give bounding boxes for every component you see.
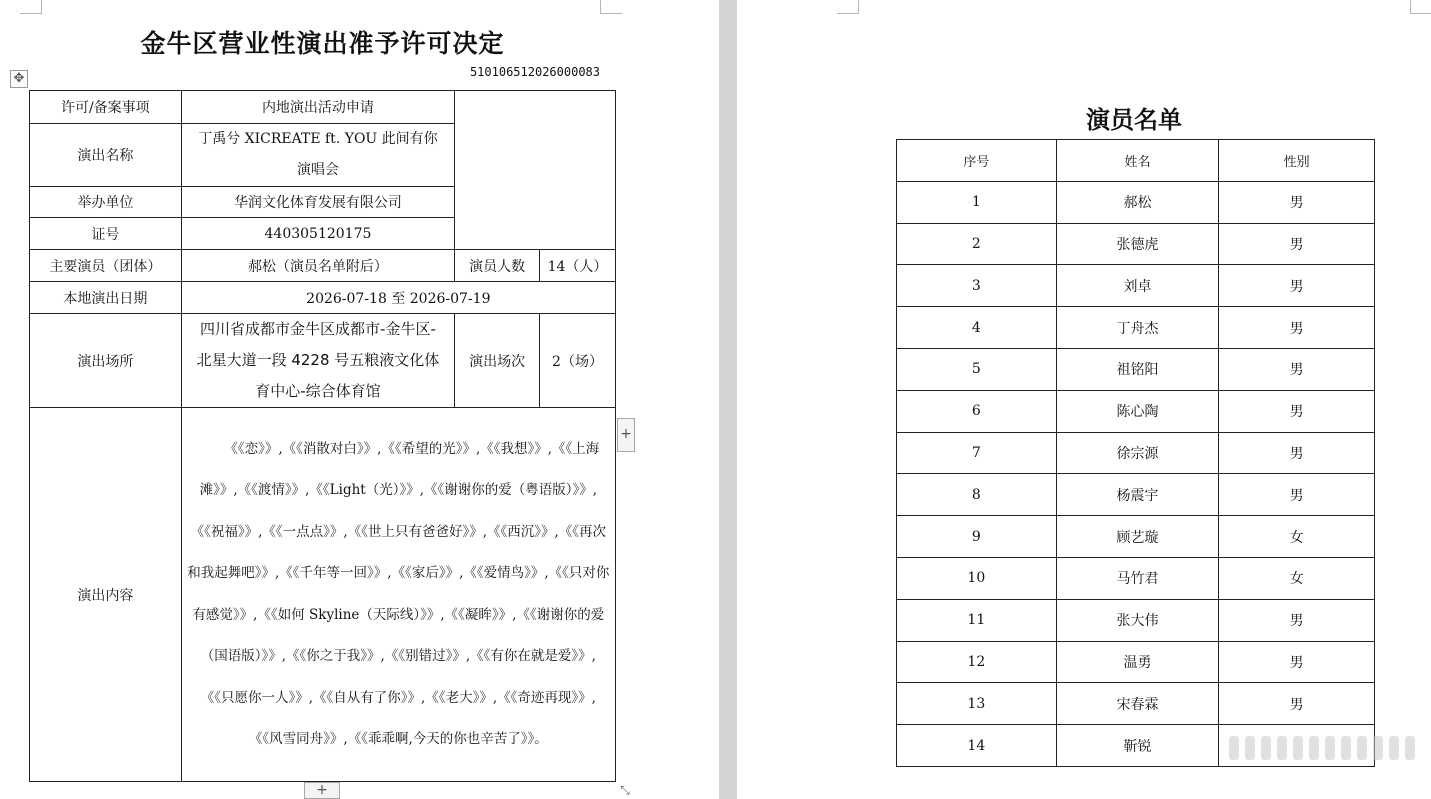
- table-row: [897, 599, 1375, 641]
- cell-name: 宋春霖: [1056, 683, 1219, 725]
- add-row-button[interactable]: +: [304, 782, 340, 799]
- watermark-bar: [1357, 736, 1367, 760]
- cell-index: 8: [897, 474, 1057, 516]
- table-row: [30, 408, 616, 782]
- main-performer-value: 郝松（演员名单附后）: [181, 250, 455, 282]
- cell-name: 张大伟: [1056, 599, 1219, 641]
- watermark-bar: [1229, 736, 1239, 760]
- crop-mark: [20, 0, 42, 14]
- watermark-bar: [1389, 736, 1399, 760]
- venue-label: 演出场所: [30, 314, 182, 408]
- permit-item-label: 许可/备案事项: [30, 91, 182, 124]
- watermark-bar: [1405, 736, 1415, 760]
- cell-gender: 女: [1219, 557, 1375, 599]
- permit-item-value: 内地演出活动申请: [181, 91, 455, 124]
- main-performer-label: 主要演员（团体）: [30, 250, 182, 282]
- performer-count-value: 14（人）: [540, 250, 616, 282]
- cell-index: 6: [897, 390, 1057, 432]
- permit-table: [29, 90, 616, 782]
- cell-name: 郝松: [1056, 181, 1219, 223]
- cell-index: 13: [897, 683, 1057, 725]
- cell-name: 靳锐: [1056, 725, 1219, 767]
- cell-index: 5: [897, 348, 1057, 390]
- column-header: 性别: [1219, 140, 1375, 182]
- table-row: [897, 432, 1375, 474]
- move-icon[interactable]: ✥: [10, 70, 28, 88]
- table-row: [897, 348, 1375, 390]
- watermark-bar: [1261, 736, 1271, 760]
- cell-index: 11: [897, 599, 1057, 641]
- table-row: [897, 265, 1375, 307]
- content-label: 演出内容: [30, 408, 182, 782]
- show-name-label: 演出名称: [30, 124, 182, 187]
- cell-gender: 男: [1219, 181, 1375, 223]
- cell-index: 10: [897, 557, 1057, 599]
- page-gutter: [719, 0, 737, 799]
- cell-gender: 男: [1219, 265, 1375, 307]
- show-name-value: [181, 124, 455, 187]
- page-cast: [737, 0, 1431, 799]
- sessions-value: 2（场）: [540, 314, 616, 408]
- content-value: 《《恋》》,《《消散对白》》,《《希望的光》》,《《我想》》,《《上海滩》》,《《渡情》》,《《Light（光）》》,《《谢谢你的爱（粤语版）》》,《《祝福》》,《《一点点》》,《《世上只有爸爸好》》,《《西沉》》,《《再次和我起舞吧》》,《《千年等一回》》,《《家后》》,《《爱情鸟》》,《《只对你有感觉》》,《《如何 Skyline（天际线）》》,《《凝眸》》,《《谢谢你的爱（国语版）》》,《《你之于我》》,《《别错过》》,《《有你在就是爱》》,《《只愿你一人》》,《《自从有了你》》,《《老大》》,《《奇迹再现》》,《《风雪同舟》》,《《乖乖啊,今天的你也辛苦了》》。: [181, 408, 615, 782]
- cast-table: [896, 139, 1375, 767]
- organizer-value: 华润文化体育发展有限公司: [181, 187, 455, 218]
- date-label: 本地演出日期: [30, 282, 182, 314]
- cell-index: 14: [897, 725, 1057, 767]
- cell-index: 7: [897, 432, 1057, 474]
- license-value: 440305120175: [181, 218, 455, 250]
- document-title: 金牛区营业性演出准予许可决定: [140, 29, 505, 58]
- venue-line: 四川省成都市金牛区成都市-金牛区-: [200, 320, 436, 338]
- cell-gender: 男: [1219, 390, 1375, 432]
- cell-gender: 男: [1219, 599, 1375, 641]
- watermark-bar: [1373, 736, 1383, 760]
- cell-index: 2: [897, 223, 1057, 265]
- crop-mark: [1410, 0, 1431, 14]
- table-row: [30, 250, 616, 282]
- venue-value: [181, 314, 455, 408]
- table-row: [897, 641, 1375, 683]
- cell-gender: 男: [1219, 223, 1375, 265]
- resize-icon[interactable]: ⤡: [620, 783, 630, 797]
- cell-name: 陈心陶: [1056, 390, 1219, 432]
- cell-name: 马竹君: [1056, 557, 1219, 599]
- show-name-line: 丁禹兮 XICREATE ft. YOU 此间有你: [198, 131, 438, 147]
- table-header-row: [897, 140, 1375, 182]
- column-header: 姓名: [1056, 140, 1219, 182]
- cell-index: 9: [897, 516, 1057, 558]
- cell-index: 4: [897, 307, 1057, 349]
- venue-line: 北星大道一段 4228 号五粮液文化体: [196, 351, 440, 369]
- cell-gender: 男: [1219, 641, 1375, 683]
- watermark-bar: [1341, 736, 1351, 760]
- cell-name: 温勇: [1056, 641, 1219, 683]
- table-row: [897, 474, 1375, 516]
- add-column-button[interactable]: +: [617, 418, 635, 452]
- cell-gender: 男: [1219, 307, 1375, 349]
- table-row: [897, 181, 1375, 223]
- cell-gender: 男: [1219, 432, 1375, 474]
- cell-name: 徐宗源: [1056, 432, 1219, 474]
- watermark-bar: [1277, 736, 1287, 760]
- column-header: 序号: [897, 140, 1057, 182]
- cell-gender: 男: [1219, 348, 1375, 390]
- cell-gender: 男: [1219, 474, 1375, 516]
- crop-mark: [837, 0, 859, 14]
- table-row: [897, 516, 1375, 558]
- show-name-line: 演唱会: [296, 162, 339, 178]
- cell-index: 12: [897, 641, 1057, 683]
- cell-index: 3: [897, 265, 1057, 307]
- table-row: [897, 390, 1375, 432]
- license-label: 证号: [30, 218, 182, 250]
- cell-gender: 女: [1219, 516, 1375, 558]
- cell-name: 祖铭阳: [1056, 348, 1219, 390]
- watermark-bar: [1245, 736, 1255, 760]
- table-row: [897, 557, 1375, 599]
- performer-count-label: 演员人数: [455, 250, 540, 282]
- cell-name: 张德虎: [1056, 223, 1219, 265]
- table-row: [30, 314, 616, 408]
- watermark-overlay: [1229, 734, 1419, 762]
- cell-index: 1: [897, 181, 1057, 223]
- watermark-bar: [1309, 736, 1319, 760]
- cell-name: 杨震宇: [1056, 474, 1219, 516]
- table-row: [897, 223, 1375, 265]
- organizer-label: 举办单位: [30, 187, 182, 218]
- watermark-bar: [1293, 736, 1303, 760]
- table-row: [30, 282, 616, 314]
- cell-name: 刘卓: [1056, 265, 1219, 307]
- sessions-label: 演出场次: [455, 314, 540, 408]
- date-value: 2026-07-18 至 2026-07-19: [181, 282, 615, 314]
- document-number: 510106512026000083: [469, 65, 600, 79]
- crop-mark: [600, 0, 622, 14]
- cell-gender: 男: [1219, 683, 1375, 725]
- table-row: [897, 683, 1375, 725]
- table-row: [897, 307, 1375, 349]
- cell-name: 丁舟杰: [1056, 307, 1219, 349]
- venue-line: 育中心-综合体育馆: [255, 382, 381, 400]
- table-row: [30, 91, 616, 124]
- cell-name: 顾艺璇: [1056, 516, 1219, 558]
- blank-cell: [455, 91, 616, 250]
- cast-title: 演员名单: [1086, 105, 1182, 134]
- watermark-bar: [1325, 736, 1335, 760]
